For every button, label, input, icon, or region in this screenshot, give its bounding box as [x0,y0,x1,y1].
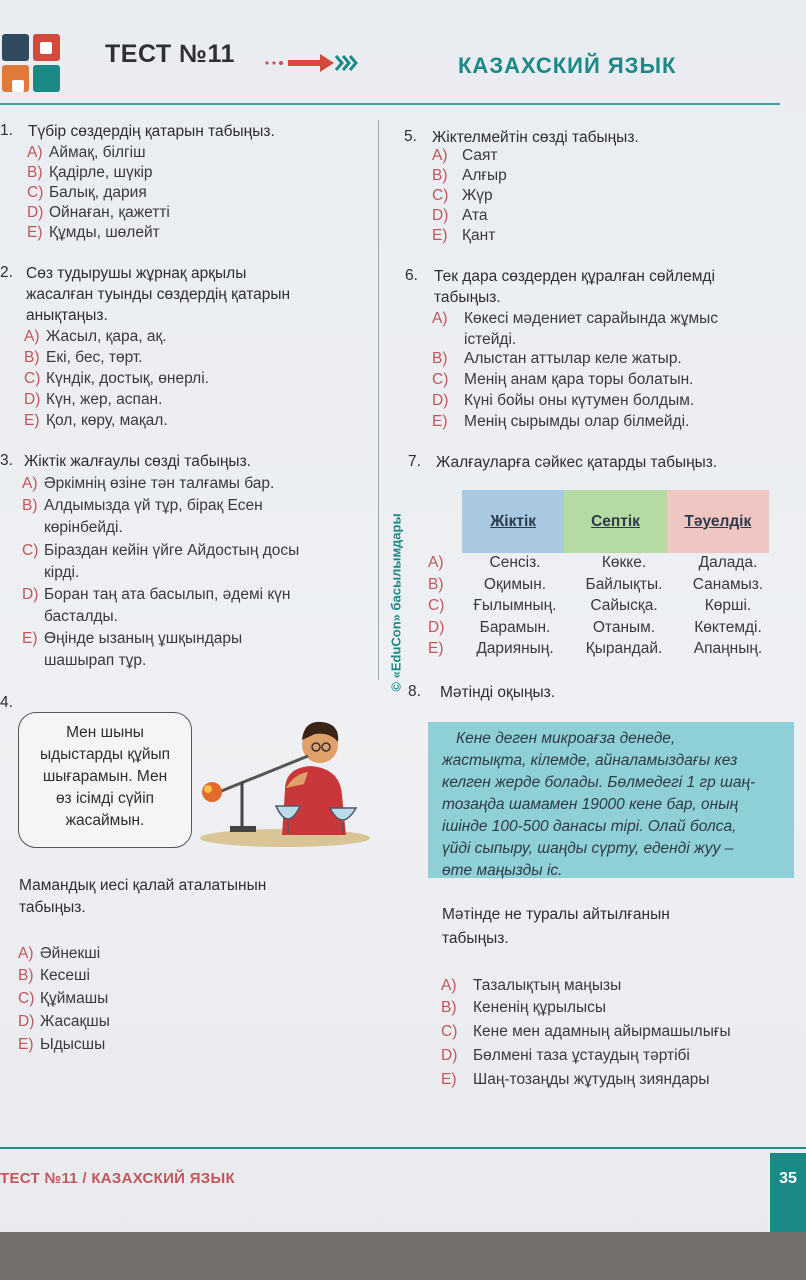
q6-option-c[interactable]: C) Менің анам қара торы болатын. [432,371,694,388]
q2-option-d[interactable]: D) Күн, жер, аспан. [24,391,163,408]
question-2-line-3: анықтаңыз. [26,307,108,324]
q8-option-a[interactable]: A) Тазалықтың маңызы [441,977,622,994]
question-number: 7. [408,453,421,470]
question-8-prompt-1: Мәтінде не туралы айтылғанын [442,906,670,923]
question-number: 6. [405,267,418,284]
q6-option-e[interactable]: E) Менің сырымды олар білмейді. [432,413,690,430]
q5-option-d[interactable]: D) Ата [432,207,488,224]
question-2-line-1: Сөз тудырушы жұрнақ арқылы [26,265,247,282]
q4-option-a[interactable]: A) Әйнекші [18,945,101,962]
question-number: 4. [0,694,13,711]
q5-option-e[interactable]: E) Қант [432,227,496,244]
question-number: 2. [0,264,13,281]
q3-option-d-cont: басталды. [44,608,118,625]
q6-option-d[interactable]: D) Күні бойы оны күтумен болдым. [432,392,695,409]
question-4-line-1: Мамандық иесі қалай аталатынын [19,877,267,894]
q2-option-c[interactable]: C) Күндік, достық, өнерлі. [24,370,209,387]
publisher-side-text: © «EduCon» басылымдары [388,513,404,692]
reading-passage: Кене деген микроағза денеде, жастықта, кілемде, айналамыздағы кез келген жерде болады. Бөлмедегі 1 гр шаң- тозаңда шамамен 19000 кене бар, оның ішінде 100-500 данасы тірі. Олай болса, үйді сыпыру, шаңды сүрту, еденді жуу – өте маңызды іс. [428,722,794,878]
q5-option-c[interactable]: C) Жүр [432,187,493,204]
footer-divider [0,1147,806,1149]
case-endings-table-header [462,490,769,553]
glassblower-illustration [190,710,370,850]
q8-option-c[interactable]: C) Кене мен адамның айырмашылығы [441,1023,731,1040]
q2-option-e[interactable]: E) Қол, көру, мақал. [24,412,168,429]
q3-option-e[interactable]: E) Өңінде ызаның ұшқындары [22,630,243,647]
q3-option-b[interactable]: B) Алдымызда үй тұр, бірақ Есен [22,497,263,514]
q3-option-c-cont: кірді. [44,564,80,581]
header-possessive: Тәуелдік [667,490,769,553]
subject-title: КАЗАХСКИЙ ЯЗЫК [458,53,677,78]
question-number: 5. [404,128,417,145]
q4-option-b[interactable]: B) Кесеші [18,967,90,984]
q3-option-d[interactable]: D) Боран таң ата басылып, әдемі күн [22,586,291,603]
q1-option-d[interactable]: D) Ойнаған, қажетті [27,204,170,221]
q7-option-c[interactable]: C) Ғылымның. Сайысқа. Көрші. [428,597,752,614]
q4-option-e[interactable]: E) Ыдысшы [18,1036,106,1053]
q7-option-b[interactable]: B) Оқимын. Байлықты. Санамыз. [428,576,764,593]
q7-option-d[interactable]: D) Барамын. Отаным. Көктемді. [428,619,762,636]
header-personal: Жіктік [462,490,564,553]
q6-option-a-cont: істейді. [464,331,517,348]
question-number: 8. [408,683,421,700]
q4-option-d[interactable]: D) Жасақшы [18,1013,110,1030]
question-number: 3. [0,452,13,469]
q4-option-c[interactable]: C) Құймашы [18,990,109,1007]
arrow-decoration-icon [262,48,362,78]
test-title: ТЕСТ №11 [105,40,235,68]
question-8-text: Мәтінді оқыңыз. [440,684,556,701]
page-number: 35 [770,1153,806,1233]
header-case: Септік [564,490,666,553]
speech-bubble: Мен шыны ыдыстарды құйып шығарамын. Мен өз ісімді сүйіп жасаймын. [18,712,192,848]
q7-option-e[interactable]: E) Дарияның. Қырандай. Апаңның. [428,640,763,657]
question-7-text: Жалғауларға сәйкес қатарды табыңыз. [436,454,718,471]
question-6-line-2: табыңыз. [434,289,501,306]
q7-option-a[interactable]: A) Сенсіз. Көкке. Далада. [428,554,758,571]
q2-option-b[interactable]: B) Екі, бес, төрт. [24,349,143,366]
q2-option-a[interactable]: A) Жасыл, қара, ақ. [24,328,167,345]
q8-option-e[interactable]: E) Шаң-тозаңды жұтудың зияндары [441,1071,710,1088]
q5-option-b[interactable]: B) Алғыр [432,167,507,184]
q3-option-a[interactable]: A) Әркімнің өзіне тән талғамы бар. [22,475,275,492]
column-divider [378,120,379,680]
q6-option-a[interactable]: A) Көкесі мәдениет сарайында жұмыс [432,310,719,327]
header-divider [0,103,780,105]
question-6-line-1: Тек дара сөздерден құралған сөйлемді [434,268,715,285]
background-surface [0,1232,806,1280]
question-5-text: Жіктелмейтін сөзді табыңыз. [432,129,639,146]
question-4-line-2: табыңыз. [19,899,86,916]
q3-option-c[interactable]: C) Біраздан кейін үйге Айдостың досы [22,542,300,559]
question-8-prompt-2: табыңыз. [442,930,509,947]
question-2-line-2: жасалған туынды сөздердің қатарын [26,286,291,303]
q1-option-c[interactable]: C) Балық, дария [27,184,147,201]
question-number: 1. [0,122,13,139]
question-3-text: Жіктік жалғаулы сөзді табыңыз. [24,453,251,470]
q8-option-b[interactable]: B) Кененің құрылысы [441,999,607,1016]
question-1-text: Түбір сөздердің қатарын табыңыз. [28,123,275,140]
q3-option-e-cont: шашырап тұр. [44,652,147,669]
q8-option-d[interactable]: D) Бөлмені таза ұстаудың тәртібі [441,1047,690,1064]
publisher-logo [2,34,62,96]
q1-option-b[interactable]: B) Қадірле, шүкір [27,164,153,181]
q5-option-a[interactable]: A) Саят [432,147,498,164]
q3-option-b-cont: көрінбейді. [44,519,123,536]
q1-option-e[interactable]: E) Құмды, шөлейт [27,224,160,241]
footer-label: ТЕСТ №11 / КАЗАХСКИЙ ЯЗЫК [0,1170,235,1187]
q6-option-b[interactable]: B) Алыстан аттылар келе жатыр. [432,350,682,367]
q1-option-a[interactable]: A) Аймақ, білгіш [27,144,146,161]
